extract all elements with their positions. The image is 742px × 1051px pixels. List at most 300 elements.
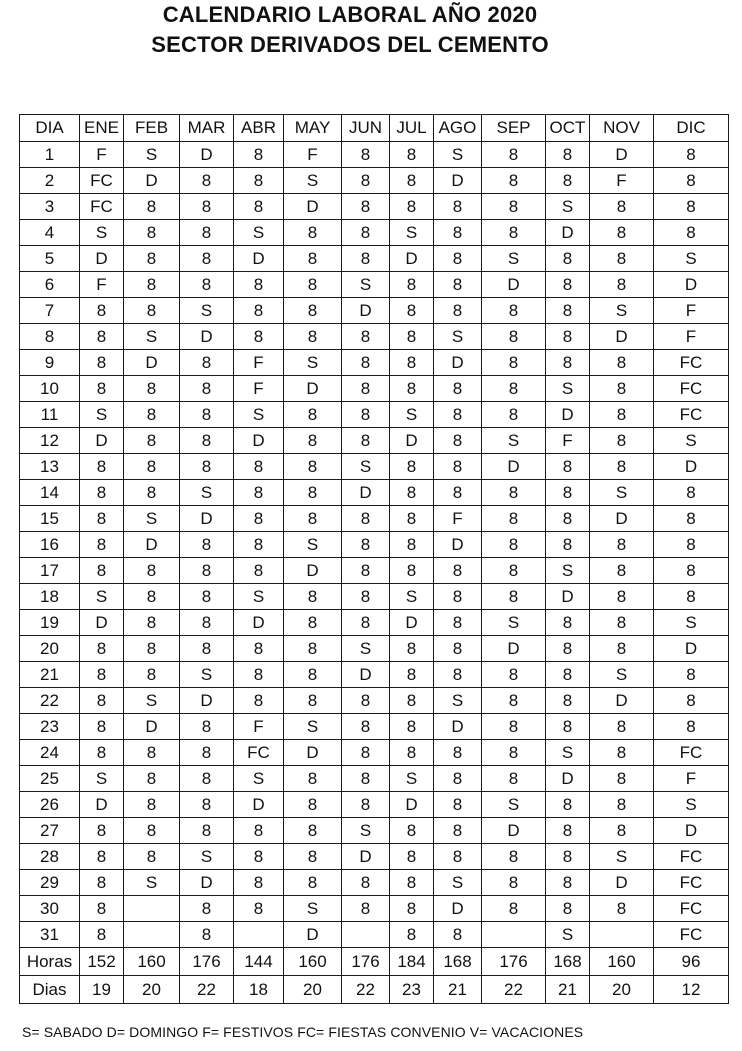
day-cell: S xyxy=(342,454,390,480)
day-cell: F xyxy=(80,272,124,298)
day-cell: S xyxy=(124,324,180,350)
day-cell: 8 xyxy=(546,480,590,506)
total-value-cell: 21 xyxy=(434,976,482,1004)
day-cell: D xyxy=(284,740,342,766)
day-cell: 8 xyxy=(342,142,390,168)
day-cell: 8 xyxy=(284,324,342,350)
day-cell: D xyxy=(590,142,654,168)
day-cell: 8 xyxy=(590,376,654,402)
day-cell: 8 xyxy=(180,246,234,272)
day-cell: 8 xyxy=(80,558,124,584)
day-cell xyxy=(342,922,390,948)
day-cell: 8 xyxy=(546,610,590,636)
day-cell: 8 xyxy=(80,298,124,324)
day-cell: 8 xyxy=(342,402,390,428)
day-cell: 8 xyxy=(80,636,124,662)
day-cell: 8 xyxy=(180,272,234,298)
day-cell: 8 xyxy=(284,246,342,272)
day-cell: 8 xyxy=(180,350,234,376)
day-cell: FC xyxy=(80,194,124,220)
day-cell: 8 xyxy=(284,480,342,506)
column-header: MAY xyxy=(284,115,342,142)
day-cell: S xyxy=(124,870,180,896)
day-cell: S xyxy=(284,168,342,194)
page-title: CALENDARIO LABORAL AÑO 2020 xyxy=(162,2,538,27)
day-cell: 8 xyxy=(546,662,590,688)
day-cell: 8 xyxy=(390,194,434,220)
day-cell: 8 xyxy=(234,896,284,922)
day-cell: 8 xyxy=(80,480,124,506)
total-value-cell: 152 xyxy=(80,948,124,976)
day-cell: 8 xyxy=(342,896,390,922)
day-cell: 8 xyxy=(654,584,729,610)
day-cell: 8 xyxy=(342,350,390,376)
day-number-cell: 7 xyxy=(20,298,80,324)
day-cell: D xyxy=(124,350,180,376)
day-cell: S xyxy=(284,350,342,376)
total-value-cell: 96 xyxy=(654,948,729,976)
day-cell: FC xyxy=(654,896,729,922)
day-cell: 8 xyxy=(180,636,234,662)
day-cell: 8 xyxy=(546,870,590,896)
day-number-cell: 11 xyxy=(20,402,80,428)
day-cell: 8 xyxy=(590,636,654,662)
day-cell: S xyxy=(234,766,284,792)
day-cell: D xyxy=(390,246,434,272)
day-cell: 8 xyxy=(124,298,180,324)
day-cell: 8 xyxy=(390,168,434,194)
day-number-cell: 6 xyxy=(20,272,80,298)
day-cell: D xyxy=(180,870,234,896)
table-row xyxy=(20,636,729,662)
day-cell: 8 xyxy=(390,818,434,844)
day-cell: 8 xyxy=(590,714,654,740)
table-row xyxy=(20,506,729,532)
day-cell: 8 xyxy=(590,350,654,376)
total-value-cell: 176 xyxy=(342,948,390,976)
day-number-cell: 26 xyxy=(20,792,80,818)
day-cell: 8 xyxy=(342,688,390,714)
day-cell: 8 xyxy=(234,142,284,168)
day-number-cell: 15 xyxy=(20,506,80,532)
day-cell: S xyxy=(390,402,434,428)
day-cell: S xyxy=(654,610,729,636)
day-cell: F xyxy=(546,428,590,454)
day-cell: D xyxy=(80,246,124,272)
table-header-row xyxy=(20,115,729,142)
day-cell: 8 xyxy=(590,818,654,844)
day-number-cell: 9 xyxy=(20,350,80,376)
day-cell: D xyxy=(80,610,124,636)
day-cell: 8 xyxy=(546,792,590,818)
day-cell: D xyxy=(654,636,729,662)
day-cell: F xyxy=(80,142,124,168)
table-row xyxy=(20,922,729,948)
day-cell: 8 xyxy=(546,714,590,740)
day-cell: 8 xyxy=(590,792,654,818)
day-cell: D xyxy=(390,428,434,454)
day-cell: 8 xyxy=(342,714,390,740)
day-cell: 8 xyxy=(546,688,590,714)
day-number-cell: 2 xyxy=(20,168,80,194)
day-cell: 8 xyxy=(180,792,234,818)
day-cell: 8 xyxy=(482,402,546,428)
day-cell: FC xyxy=(80,168,124,194)
table-row xyxy=(20,272,729,298)
table-row xyxy=(20,792,729,818)
day-cell: 8 xyxy=(434,558,482,584)
day-cell: 8 xyxy=(80,688,124,714)
day-cell: 8 xyxy=(124,662,180,688)
day-number-cell: 8 xyxy=(20,324,80,350)
day-cell: FC xyxy=(654,844,729,870)
total-value-cell: 19 xyxy=(80,976,124,1004)
day-cell: S xyxy=(234,220,284,246)
day-cell: S xyxy=(434,324,482,350)
day-cell: 8 xyxy=(342,870,390,896)
day-number-cell: 5 xyxy=(20,246,80,272)
day-cell: S xyxy=(180,662,234,688)
day-cell: F xyxy=(654,298,729,324)
day-cell: 8 xyxy=(180,558,234,584)
day-cell: 8 xyxy=(284,402,342,428)
day-cell: 8 xyxy=(342,610,390,636)
day-cell: 8 xyxy=(234,662,284,688)
day-cell: FC xyxy=(654,350,729,376)
day-cell: 8 xyxy=(434,610,482,636)
day-cell: D xyxy=(180,506,234,532)
day-cell: 8 xyxy=(434,584,482,610)
day-cell: 8 xyxy=(482,532,546,558)
total-value-cell: 23 xyxy=(390,976,434,1004)
day-cell: 8 xyxy=(390,272,434,298)
day-cell: D xyxy=(80,428,124,454)
day-cell: 8 xyxy=(124,454,180,480)
day-cell: 8 xyxy=(482,506,546,532)
table-row xyxy=(20,870,729,896)
day-cell: 8 xyxy=(342,506,390,532)
day-cell: D xyxy=(180,142,234,168)
column-header: AGO xyxy=(434,115,482,142)
day-cell: 8 xyxy=(590,610,654,636)
column-header: ENE xyxy=(80,115,124,142)
column-header: FEB xyxy=(124,115,180,142)
day-cell: 8 xyxy=(124,636,180,662)
day-cell: 8 xyxy=(284,662,342,688)
day-cell: 8 xyxy=(234,818,284,844)
day-cell: 8 xyxy=(590,584,654,610)
day-cell: S xyxy=(590,844,654,870)
day-cell: 8 xyxy=(482,194,546,220)
total-value-cell: 160 xyxy=(124,948,180,976)
day-cell: 8 xyxy=(546,532,590,558)
day-cell: D xyxy=(590,688,654,714)
day-cell: 8 xyxy=(546,168,590,194)
column-header: SEP xyxy=(482,115,546,142)
table-row xyxy=(20,428,729,454)
day-cell: 8 xyxy=(80,844,124,870)
total-value-cell: 160 xyxy=(284,948,342,976)
total-label-cell: Dias xyxy=(20,976,80,1004)
day-cell: S xyxy=(546,194,590,220)
day-number-cell: 19 xyxy=(20,610,80,636)
day-cell: 8 xyxy=(390,532,434,558)
day-number-cell: 10 xyxy=(20,376,80,402)
day-cell: F xyxy=(234,350,284,376)
day-cell: D xyxy=(434,714,482,740)
day-cell: 8 xyxy=(546,506,590,532)
day-cell: 8 xyxy=(284,454,342,480)
day-cell: 8 xyxy=(124,818,180,844)
day-cell: 8 xyxy=(180,922,234,948)
day-cell: S xyxy=(124,688,180,714)
day-cell: 8 xyxy=(654,506,729,532)
day-number-cell: 22 xyxy=(20,688,80,714)
day-cell: 8 xyxy=(546,454,590,480)
table-row xyxy=(20,298,729,324)
day-cell: S xyxy=(654,246,729,272)
calendar-table xyxy=(19,114,729,1004)
day-cell: 8 xyxy=(654,558,729,584)
table-row xyxy=(20,350,729,376)
day-cell: 8 xyxy=(590,740,654,766)
day-cell: 8 xyxy=(390,506,434,532)
day-cell: 8 xyxy=(234,454,284,480)
day-number-cell: 24 xyxy=(20,740,80,766)
day-cell: D xyxy=(234,246,284,272)
days-total-row xyxy=(20,976,729,1004)
day-cell: D xyxy=(234,428,284,454)
day-cell: 8 xyxy=(234,636,284,662)
day-cell: 8 xyxy=(124,480,180,506)
day-number-cell: 14 xyxy=(20,480,80,506)
column-header: MAR xyxy=(180,115,234,142)
day-cell: 8 xyxy=(342,376,390,402)
day-number-cell: 1 xyxy=(20,142,80,168)
column-header: DIA xyxy=(20,115,80,142)
day-cell: 8 xyxy=(654,220,729,246)
day-cell: 8 xyxy=(434,376,482,402)
day-cell: 8 xyxy=(284,610,342,636)
day-cell: D xyxy=(546,402,590,428)
day-cell: D xyxy=(234,792,284,818)
day-cell: 8 xyxy=(434,480,482,506)
table-row xyxy=(20,168,729,194)
column-header: NOV xyxy=(590,115,654,142)
day-number-cell: 4 xyxy=(20,220,80,246)
day-cell: 8 xyxy=(390,298,434,324)
day-cell: D xyxy=(590,506,654,532)
day-cell: 8 xyxy=(124,584,180,610)
day-cell: S xyxy=(284,896,342,922)
day-cell: 8 xyxy=(124,402,180,428)
day-cell: F xyxy=(234,714,284,740)
day-cell: 8 xyxy=(390,454,434,480)
day-cell: 8 xyxy=(590,766,654,792)
day-cell: 8 xyxy=(234,506,284,532)
day-cell: FC xyxy=(654,922,729,948)
day-cell: 8 xyxy=(482,324,546,350)
day-cell: S xyxy=(124,506,180,532)
day-number-cell: 13 xyxy=(20,454,80,480)
day-cell: 8 xyxy=(80,818,124,844)
day-cell: D xyxy=(482,636,546,662)
day-cell: 8 xyxy=(434,740,482,766)
day-cell: D xyxy=(390,610,434,636)
day-cell: S xyxy=(546,558,590,584)
total-value-cell: 20 xyxy=(124,976,180,1004)
day-cell: 8 xyxy=(234,688,284,714)
day-cell: D xyxy=(284,922,342,948)
day-cell: 8 xyxy=(434,246,482,272)
day-cell: 8 xyxy=(284,688,342,714)
total-value-cell: 176 xyxy=(180,948,234,976)
day-cell: 8 xyxy=(342,324,390,350)
day-cell: 8 xyxy=(390,324,434,350)
day-cell: 8 xyxy=(434,272,482,298)
day-cell: S xyxy=(342,818,390,844)
table-row xyxy=(20,714,729,740)
day-cell: 8 xyxy=(234,870,284,896)
day-cell: 8 xyxy=(124,610,180,636)
day-cell: 8 xyxy=(654,142,729,168)
day-cell: 8 xyxy=(124,766,180,792)
day-cell: 8 xyxy=(342,532,390,558)
day-cell: S xyxy=(654,428,729,454)
day-cell: 8 xyxy=(342,428,390,454)
total-value-cell: 160 xyxy=(590,948,654,976)
day-cell: 8 xyxy=(482,844,546,870)
day-cell: D xyxy=(124,714,180,740)
day-cell: 8 xyxy=(482,584,546,610)
day-cell: 8 xyxy=(434,922,482,948)
day-cell: 8 xyxy=(482,662,546,688)
table-row xyxy=(20,818,729,844)
day-number-cell: 30 xyxy=(20,896,80,922)
day-cell: 8 xyxy=(434,194,482,220)
day-cell: D xyxy=(482,454,546,480)
day-cell: 8 xyxy=(80,714,124,740)
day-cell: 8 xyxy=(80,896,124,922)
day-cell: D xyxy=(434,350,482,376)
day-cell: 8 xyxy=(590,454,654,480)
day-cell: 8 xyxy=(390,558,434,584)
day-cell: D xyxy=(234,610,284,636)
day-cell: 8 xyxy=(124,220,180,246)
day-cell xyxy=(124,922,180,948)
day-cell: D xyxy=(590,870,654,896)
day-number-cell: 28 xyxy=(20,844,80,870)
day-cell: 8 xyxy=(482,688,546,714)
day-cell: D xyxy=(180,688,234,714)
day-cell: 8 xyxy=(284,584,342,610)
day-cell: 8 xyxy=(390,662,434,688)
day-cell: S xyxy=(80,766,124,792)
day-cell: 8 xyxy=(546,350,590,376)
day-number-cell: 29 xyxy=(20,870,80,896)
day-cell: 8 xyxy=(482,896,546,922)
day-cell: FC xyxy=(654,402,729,428)
total-value-cell: 18 xyxy=(234,976,284,1004)
day-cell: 8 xyxy=(342,766,390,792)
table-row xyxy=(20,610,729,636)
total-value-cell: 12 xyxy=(654,976,729,1004)
day-cell: 8 xyxy=(654,532,729,558)
day-cell: 8 xyxy=(434,844,482,870)
day-cell: 8 xyxy=(342,220,390,246)
total-value-cell: 20 xyxy=(284,976,342,1004)
day-cell: F xyxy=(284,142,342,168)
total-value-cell: 22 xyxy=(482,976,546,1004)
day-cell: D xyxy=(124,532,180,558)
day-cell: 8 xyxy=(390,688,434,714)
day-cell: 8 xyxy=(284,870,342,896)
day-cell: 8 xyxy=(590,194,654,220)
day-cell: 8 xyxy=(654,714,729,740)
total-value-cell: 22 xyxy=(180,976,234,1004)
day-cell: S xyxy=(390,220,434,246)
table-row xyxy=(20,844,729,870)
day-cell: D xyxy=(284,558,342,584)
day-cell: S xyxy=(180,480,234,506)
day-cell: 8 xyxy=(284,272,342,298)
day-cell: 8 xyxy=(342,558,390,584)
day-cell: 8 xyxy=(546,818,590,844)
day-cell: D xyxy=(342,298,390,324)
day-cell: D xyxy=(284,194,342,220)
total-value-cell: 144 xyxy=(234,948,284,976)
day-cell: 8 xyxy=(342,168,390,194)
day-cell: 8 xyxy=(284,818,342,844)
day-cell: 8 xyxy=(546,844,590,870)
table-row xyxy=(20,532,729,558)
day-cell: 8 xyxy=(390,844,434,870)
day-number-cell: 16 xyxy=(20,532,80,558)
day-cell: 8 xyxy=(546,896,590,922)
day-cell: 8 xyxy=(180,168,234,194)
day-cell: 8 xyxy=(180,740,234,766)
day-cell: 8 xyxy=(482,870,546,896)
day-cell: S xyxy=(590,662,654,688)
table-row xyxy=(20,688,729,714)
day-cell: 8 xyxy=(482,220,546,246)
day-cell: 8 xyxy=(434,662,482,688)
day-cell: S xyxy=(342,636,390,662)
day-cell: 8 xyxy=(180,714,234,740)
day-cell: F xyxy=(234,376,284,402)
day-number-cell: 25 xyxy=(20,766,80,792)
day-cell: 8 xyxy=(390,480,434,506)
day-cell: 8 xyxy=(342,740,390,766)
day-number-cell: 31 xyxy=(20,922,80,948)
day-cell: 8 xyxy=(124,428,180,454)
day-cell: 8 xyxy=(80,506,124,532)
day-cell: S xyxy=(546,376,590,402)
table-row xyxy=(20,896,729,922)
day-cell: S xyxy=(590,298,654,324)
day-cell: 8 xyxy=(180,220,234,246)
day-cell: S xyxy=(180,298,234,324)
total-value-cell: 168 xyxy=(546,948,590,976)
day-cell: 8 xyxy=(590,428,654,454)
day-cell: 8 xyxy=(80,662,124,688)
day-cell: 8 xyxy=(234,298,284,324)
day-cell: 8 xyxy=(390,896,434,922)
day-cell: 8 xyxy=(390,350,434,376)
day-cell: 8 xyxy=(284,766,342,792)
hours-total-row xyxy=(20,948,729,976)
table-row xyxy=(20,402,729,428)
